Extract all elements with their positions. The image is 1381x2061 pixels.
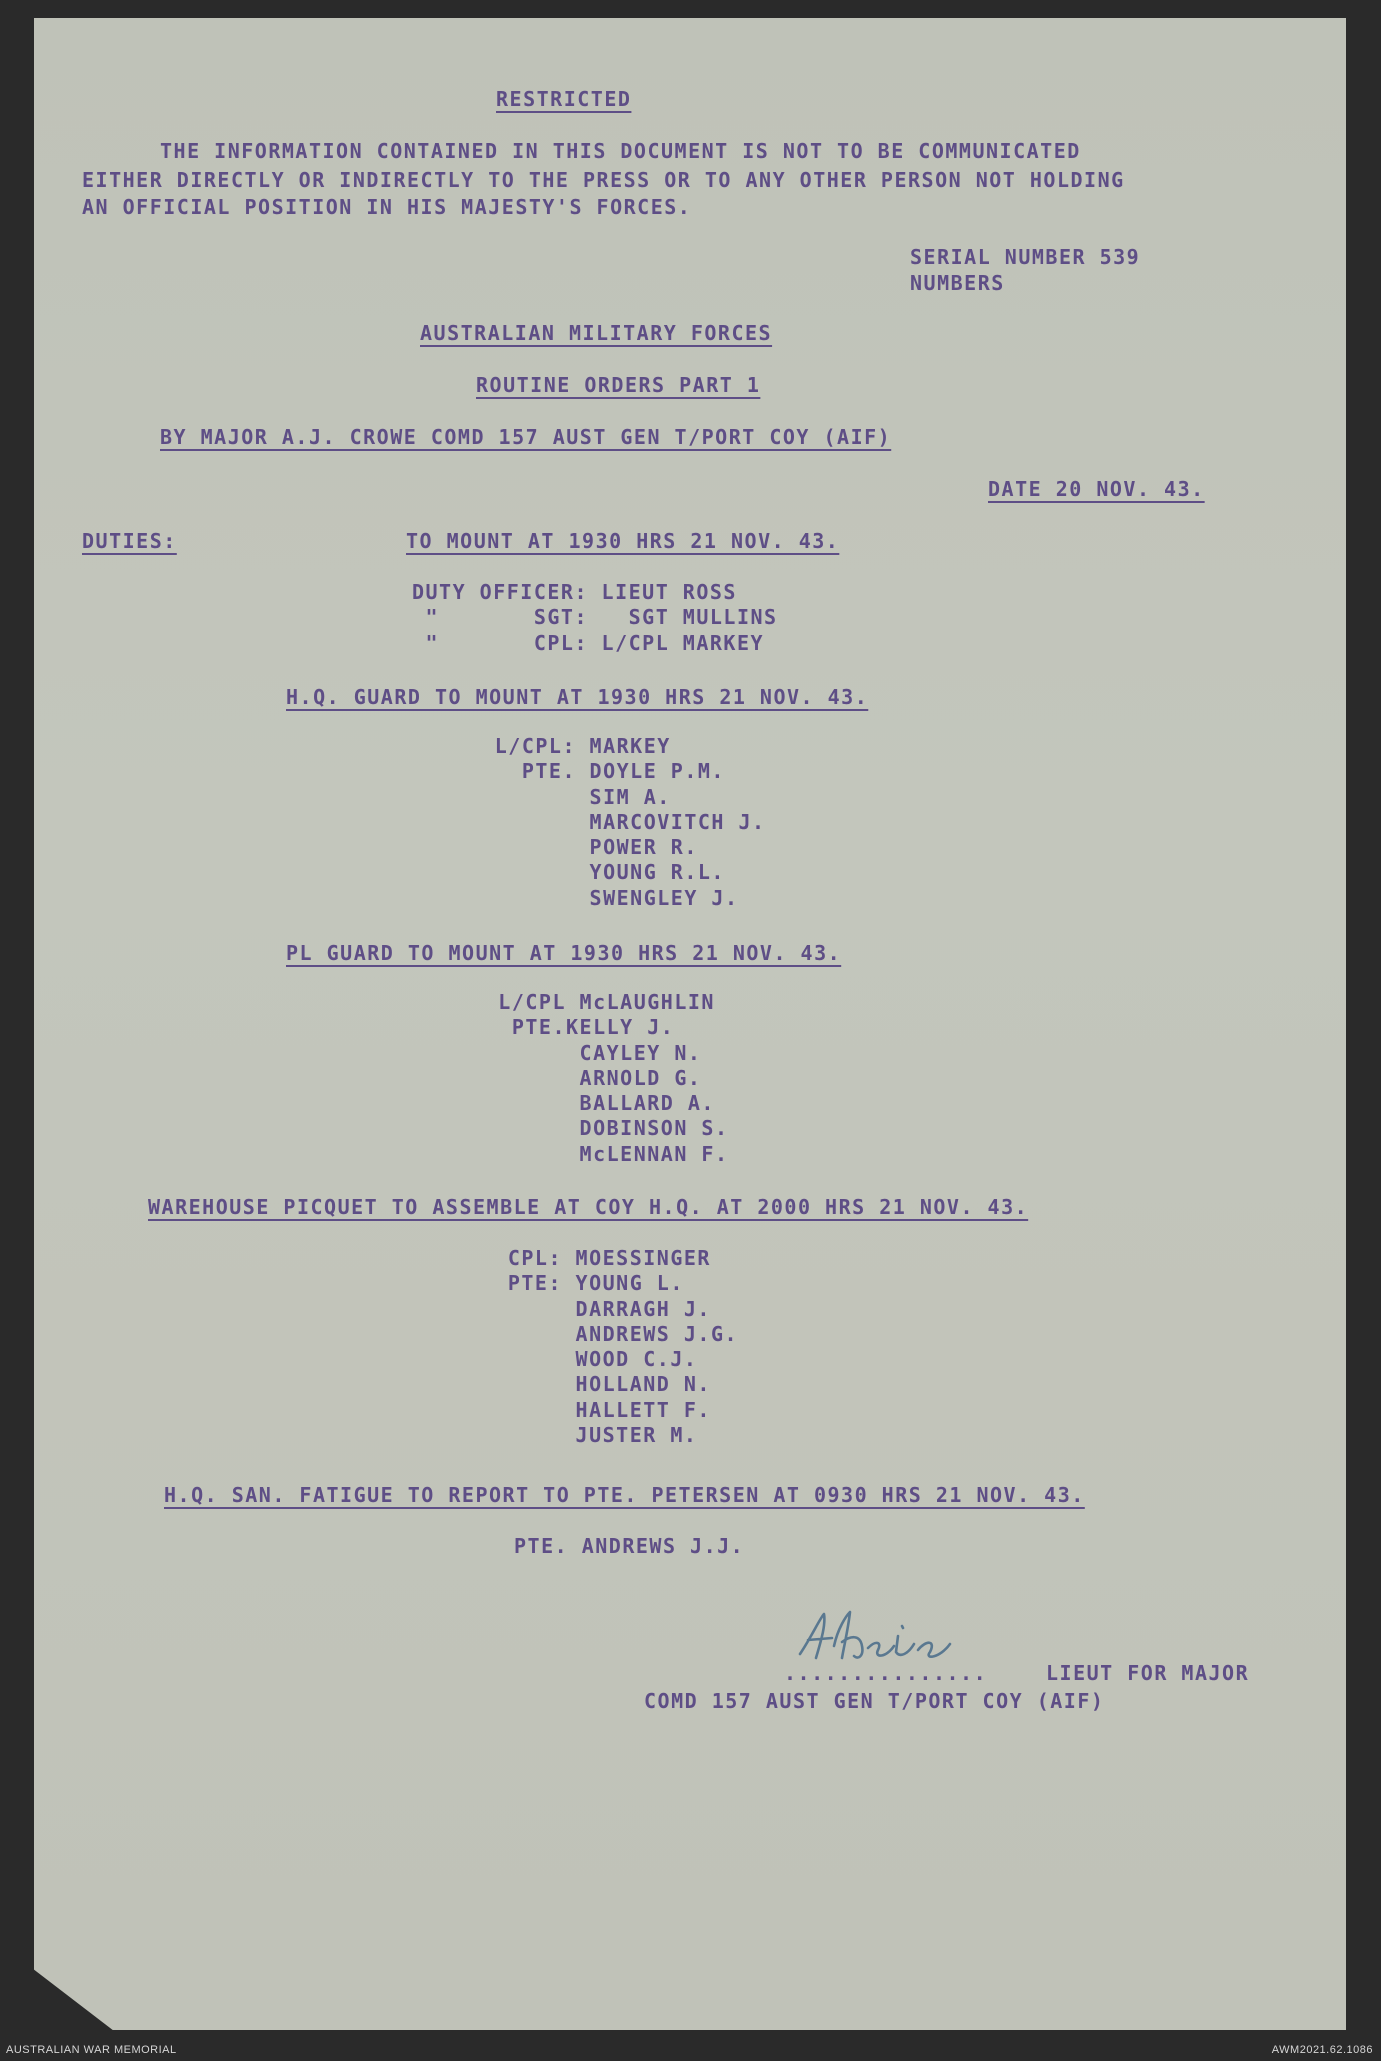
list-item: DOBINSON S. <box>579 1116 729 1141</box>
list-item: YOUNG R.L. <box>589 860 725 885</box>
serial-label: SERIAL NUMBER <box>910 245 1087 269</box>
title-by-major: BY MAJOR A.J. CROWE COMD 157 AUST GEN T/PORT COY (AIF) <box>160 425 892 449</box>
serial-value: 539 <box>1099 245 1141 269</box>
list-item: ANDREWS J.G. <box>575 1321 739 1346</box>
duties-heading: TO MOUNT AT 1930 HRS 21 NOV. 43. <box>406 529 840 553</box>
list-item: DARRAGH J. <box>575 1296 711 1321</box>
signature-for-line: LIEUT FOR MAJOR <box>1046 1661 1250 1685</box>
list-item: HALLETT F. <box>575 1397 711 1422</box>
list-item: L/CPL McLAUGHLIN <box>498 990 715 1014</box>
list-item: PTE. DOYLE P.M. <box>521 759 725 784</box>
list-item: SIM A. <box>589 784 671 809</box>
list-item: PTE. ANDREWS J.J. <box>514 1534 745 1558</box>
list-item: SWENGLEY J. <box>589 885 739 910</box>
title-routine-orders: ROUTINE ORDERS PART 1 <box>476 373 761 397</box>
list-item: POWER R. <box>589 835 698 860</box>
duties-list <box>376 580 778 656</box>
list-item: MARCOVITCH J. <box>589 809 766 834</box>
list-item: PTE.KELLY J. <box>511 1015 675 1040</box>
signature-comd-line: COMD 157 AUST GEN T/PORT COY (AIF) <box>644 1689 1105 1713</box>
warehouse-heading: WAREHOUSE PICQUET TO ASSEMBLE AT COY H.Q. AT 2000 HRS 21 NOV. 43. <box>148 1195 1029 1219</box>
signature-dots: ............... <box>784 1661 988 1685</box>
list-item: DUTY OFFICER: LIEUT ROSS <box>411 580 737 604</box>
list-item: JUSTER M. <box>575 1423 698 1448</box>
list-item: CAYLEY N. <box>579 1040 702 1065</box>
serial-number <box>910 244 1140 270</box>
san-fatigue-list <box>514 1534 744 1559</box>
notice-line-2: EITHER DIRECTLY OR INDIRECTLY TO THE PRESS OR TO ANY OTHER PERSON NOT HOLDING <box>82 168 1125 192</box>
san-fatigue-heading: H.Q. SAN. FATIGUE TO REPORT TO PTE. PETERSEN AT 0930 HRS 21 NOV. 43. <box>164 1483 1085 1507</box>
list-item: " SGT: SGT MULLINS <box>425 605 778 630</box>
list-item: BALLARD A. <box>579 1091 715 1116</box>
warehouse-list <box>486 1246 738 1448</box>
list-item: " CPL: L/CPL MARKEY <box>425 630 765 655</box>
notice-line-1: THE INFORMATION CONTAINED IN THIS DOCUMENT IS NOT TO BE COMMUNICATED <box>160 139 1081 163</box>
hq-guard-heading: H.Q. GUARD TO MOUNT AT 1930 HRS 21 NOV. 43. <box>286 685 869 709</box>
list-item: WOOD C.J. <box>575 1347 698 1372</box>
list-item: ARNOLD G. <box>579 1065 702 1090</box>
footer-accession: AWM2021.62.1086 <box>1271 2044 1373 2056</box>
restricted-heading: RESTRICTED <box>496 87 632 111</box>
list-item: CPL: MOESSINGER <box>507 1246 711 1270</box>
list-item: HOLLAND N. <box>575 1372 711 1397</box>
list-item: PTE: YOUNG L. <box>507 1271 684 1296</box>
order-date: DATE 20 NOV. 43. <box>988 477 1205 501</box>
notice-line-3: AN OFFICIAL POSITION IN HIS MAJESTY'S FORCES. <box>82 195 692 219</box>
footer-source: AUSTRALIAN WAR MEMORIAL <box>6 2044 177 2056</box>
numbers-label: NUMBERS <box>910 271 1005 295</box>
pl-guard-list <box>476 990 729 1167</box>
list-item: McLENNAN F. <box>579 1141 729 1166</box>
duties-label: DUTIES: <box>82 529 177 553</box>
hq-guard-list <box>476 734 766 911</box>
pl-guard-heading: PL GUARD TO MOUNT AT 1930 HRS 21 NOV. 43. <box>286 941 842 965</box>
title-forces: AUSTRALIAN MILITARY FORCES <box>420 321 773 345</box>
list-item: L/CPL: MARKEY <box>494 734 671 758</box>
